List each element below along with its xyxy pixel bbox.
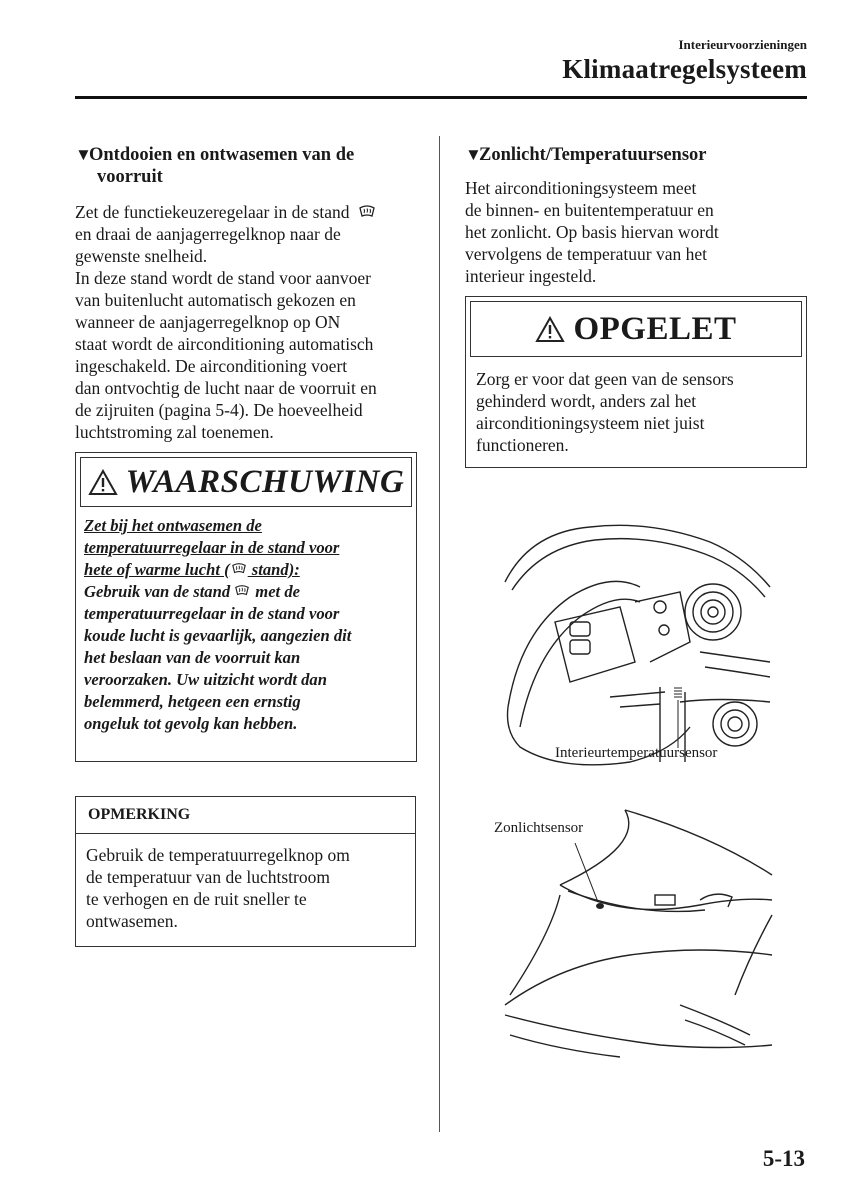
caution-text: Zorg er voor dat geen van de sensors gehinderd wordt, anders zal het airconditioningsysteem niet juist functioneren. [476,369,734,455]
sunlight-sensor-label: Zonlichtsensor [494,820,584,836]
right-paragraph: Het airconditioningsysteem meet de binnen- en buitentemperatuur en het zonlicht. Op basis hiervan wordt vervolgens de temperatuur van het interieur ingesteld. [465,178,719,286]
note-text: Gebruik de temperatuurregelknop om de temperatuur van de luchtstroom te verhogen en de ruit sneller te ontwasemen. [86,845,350,931]
caution-header [470,301,802,357]
windshield-defrost-icon [358,203,376,220]
warning-box [75,452,417,762]
left-paragraph: Zet de functiekeuzeregelaar in de stand en draai de aanjagerregelknop naar de gewenste snelheid. In deze stand wordt de stand voor aanvoer van buitenlucht automatisch gekozen en wanneer de aanjagerregelknop op ON staat wordt de airconditioning automatisch ingeschakeld. De airconditioning voert dan ontvochtig de lucht naar de voorruit en de zijruiten (pagina 5-4). De hoeveelheid luchtstroming zal toenemen. [75,202,377,442]
warning-text: Zet bij het ontwasemen de temperatuurregelaar in de stand voor hete of warme lucht ( stand): Gebruik van de stand met de temperatuurregelaar in de stand voor koude lucht is gevaarlijk, aangezien dit het beslaan van de voorruit kan veroorzaken. Uw uitzicht wordt dan belemmerd, hetgeen een ernstig ongeluk tot gevolg kan hebben. [84,516,352,733]
car-front-illustration [500,805,775,1065]
warning-triangle-icon [88,469,118,496]
right-heading: ▼Zonlicht/Temperatuursensor [465,145,707,165]
caution-box [465,296,807,468]
note-title: OPMERKING [76,797,415,834]
down-triangle-icon: ▼ [465,145,482,164]
windshield-defrost-icon [233,583,251,598]
page-title: Klimaatregelsysteem [562,54,807,84]
caution-title: OPGELET [573,310,737,347]
header-rule [75,96,807,99]
interior-sensor-label: Interieurtemperatuursensor [555,745,718,761]
column-divider [439,136,440,1132]
dashboard-illustration [500,512,775,777]
section-label: Interieurvoorzieningen [678,37,807,52]
warning-title: WAARSCHUWING [125,463,405,500]
page-number: 5-13 [762,1146,805,1171]
left-heading: ▼Ontdooien en ontwasemen van de voorruit [75,145,355,187]
windshield-defrost-icon [230,561,248,576]
warning-header [80,457,412,507]
warning-triangle-icon [535,316,565,343]
down-triangle-icon: ▼ [75,145,92,164]
note-box [75,796,416,947]
